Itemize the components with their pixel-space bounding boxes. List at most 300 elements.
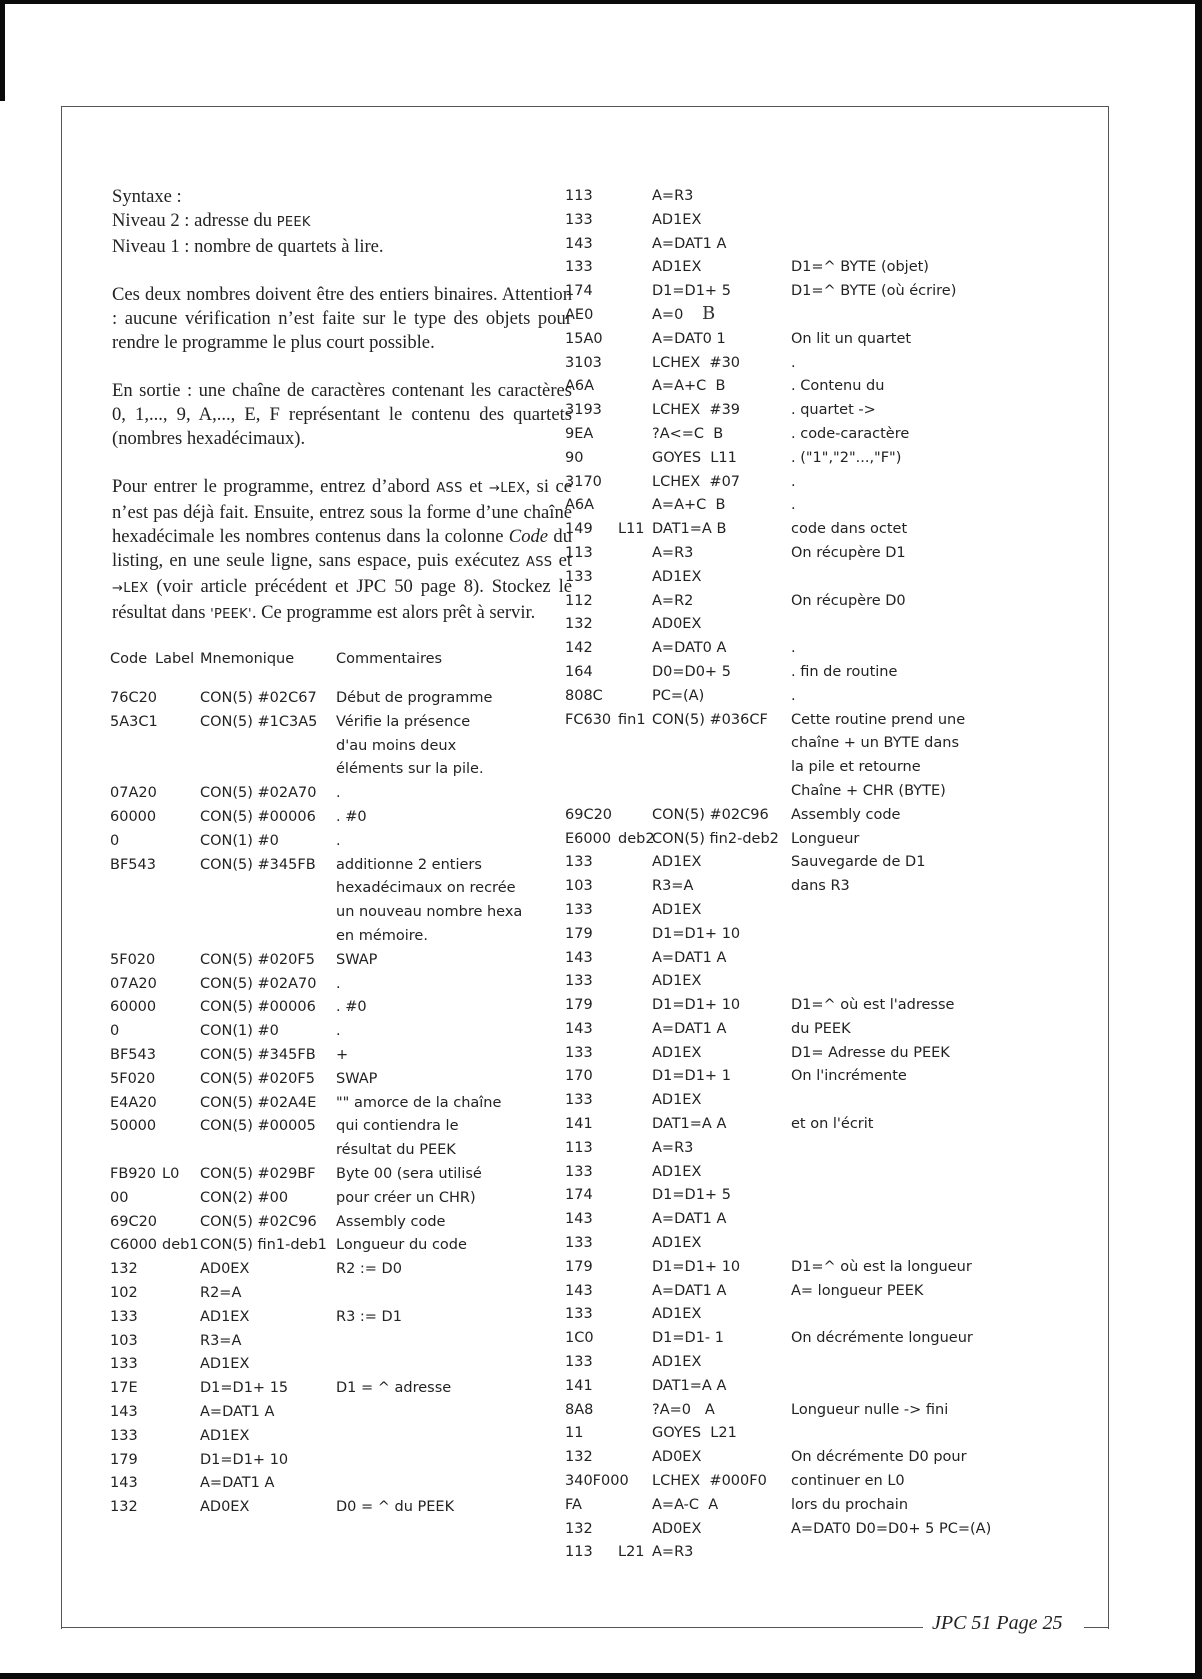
cmd-lex: →LEX: [112, 581, 149, 596]
cell-mnemonic: A=DAT1 A: [652, 1020, 727, 1037]
cell-code: 133: [565, 211, 593, 228]
cell-comment: D1=^ où est la longueur: [791, 1258, 972, 1275]
cell-code: 143: [565, 1211, 593, 1228]
cell-comment: D1=^ où est l'adresse: [791, 997, 955, 1014]
listing-row: [110, 1403, 567, 1428]
listing-row: [565, 1401, 1065, 1426]
instr-text: et: [462, 476, 490, 497]
listing-row: [110, 856, 567, 881]
cell-code: AE0: [565, 306, 594, 323]
cell-code: 8A8: [565, 1401, 594, 1418]
listing-row: [117, 880, 567, 904]
listing-row: [565, 1020, 1065, 1045]
cell-comment: Début de programme: [336, 690, 493, 706]
listing-row: [110, 1499, 567, 1523]
cmd-ass: ASS: [436, 481, 463, 496]
cell-mnemonic: A=DAT1 A: [652, 1282, 727, 1299]
listing-row: [565, 878, 1065, 902]
cell-code: 143: [565, 1282, 593, 1299]
cell-mnemonic: AD1EX: [652, 568, 702, 585]
cell-mnemonic: CON(5) fin2-deb2: [652, 830, 779, 847]
cell-mnemonic: D1=D1+ 5: [652, 283, 731, 300]
cell-comment: "" amorce de la chaîne: [336, 1094, 502, 1111]
listing-row: [565, 1377, 1065, 1402]
cell-mnemonic: DAT1=A A: [652, 1116, 727, 1133]
listing-row: [117, 761, 567, 785]
cell-code: 103: [565, 878, 593, 895]
handwritten-mark: B: [702, 302, 716, 324]
listing-row: [110, 690, 567, 714]
cell-comment: en mémoire.: [336, 927, 428, 944]
peek-name: 'PEEK': [210, 607, 252, 622]
listing-row: [110, 832, 567, 857]
cell-comment: résultat du PEEK: [336, 1142, 456, 1159]
cell-mnemonic: D1=D1+ 10: [652, 1258, 741, 1275]
cell-code: 174: [565, 1187, 593, 1204]
cell-code: 5A3C1: [110, 713, 158, 730]
listing-row: [565, 283, 1065, 307]
cell-mnemonic: PC=(A): [652, 687, 705, 704]
listing-row: [110, 1023, 567, 1047]
listing-row: [565, 1139, 1065, 1164]
cell-code: 143: [565, 235, 593, 252]
cell-code: 3193: [565, 402, 602, 419]
cell-code: A6A: [565, 497, 595, 514]
cell-mnemonic: A=DAT0 1: [652, 330, 726, 347]
cell-mnemonic: CON(5) #345FB: [200, 856, 316, 873]
cell-mnemonic: LCHEX #07: [652, 473, 741, 490]
listing-row: [110, 808, 567, 833]
cell-code: 133: [110, 1356, 138, 1373]
cell-comment: .: [791, 687, 796, 704]
cell-code: C6000: [110, 1237, 158, 1254]
cell-mnemonic: LCHEX #39: [652, 402, 741, 419]
cell-mnemonic: AD1EX: [200, 1308, 250, 1325]
listing-row: [565, 1520, 1065, 1545]
listing-row: [565, 1449, 1065, 1473]
cell-comment: . #0: [336, 999, 367, 1016]
scan-edge-left: [0, 0, 5, 101]
cell-code: 69C20: [110, 1213, 158, 1230]
cell-comment: .: [336, 832, 341, 849]
listing-row: [565, 1354, 1065, 1378]
cell-mnemonic: CON(1) #0: [200, 1023, 279, 1040]
cell-mnemonic: CON(5) #02C96: [200, 1213, 317, 1230]
cell-code: 133: [565, 1163, 593, 1180]
cell-code: 179: [565, 997, 593, 1014]
instr-text: (voir article précédent et JPC 50 page 8). Stockez le résultat dans: [112, 576, 572, 623]
cell-comment: .: [791, 497, 796, 514]
page-frame-bottom-rule-end: [1084, 1627, 1108, 1628]
listing-row: [565, 1473, 1065, 1497]
listing-row: [605, 759, 1065, 783]
listing-row: [565, 497, 1065, 521]
cell-mnemonic: R3=A: [200, 1332, 242, 1349]
header-label: Label: [155, 651, 195, 667]
listing-row: [565, 1544, 1065, 1568]
cell-mnemonic: A=A+C B: [652, 378, 726, 395]
listing-right: [565, 188, 1065, 1568]
listing-row: [565, 1425, 1065, 1449]
listing-row: [565, 1068, 1065, 1092]
listing-row: [565, 473, 1065, 498]
cell-mnemonic: AD1EX: [652, 901, 702, 918]
cell-code: BF543: [110, 1046, 156, 1063]
cell-mnemonic: GOYES L11: [652, 449, 737, 466]
cell-code: 141: [565, 1116, 593, 1133]
listing-row: [110, 1237, 567, 1261]
cell-mnemonic: CON(5) #02A70: [200, 975, 317, 992]
cell-comment: Sauvegarde de D1: [791, 854, 926, 871]
cmd-ass: ASS: [526, 555, 553, 570]
cell-comment: Longueur: [791, 830, 860, 847]
cell-code: 0: [110, 832, 120, 849]
listing-row: [110, 1332, 567, 1357]
cell-code: 143: [565, 1020, 593, 1037]
listing-row: [565, 1496, 1065, 1521]
cell-comment: On l'incrémente: [791, 1068, 907, 1085]
cell-mnemonic: AD1EX: [200, 1427, 250, 1444]
cell-comment: On décrémente D0 pour: [791, 1449, 967, 1466]
instr-text: Pour entrer le programme, entrez d’abord: [112, 476, 437, 497]
cell-code: 15A0: [565, 330, 603, 347]
listing-row: [565, 211, 1065, 236]
cell-code: 60000: [110, 999, 157, 1016]
listing-row: [565, 425, 1065, 450]
cell-mnemonic: AD1EX: [200, 1356, 250, 1373]
cell-mnemonic: AD1EX: [652, 1354, 702, 1371]
cell-comment: A= longueur PEEK: [791, 1282, 924, 1299]
cell-comment: D0 = ^ du PEEK: [336, 1499, 455, 1516]
cell-mnemonic: R3=A: [652, 878, 694, 895]
listing-row: [565, 592, 1065, 617]
cell-comment: .: [791, 473, 796, 490]
listing-row: [110, 1308, 567, 1333]
cell-code: A6A: [565, 378, 595, 395]
listing-row: [110, 1213, 567, 1238]
listing-row: [110, 1118, 567, 1142]
cell-code: 11: [565, 1425, 584, 1442]
cell-mnemonic: A=DAT1 A: [652, 235, 727, 252]
cell-mnemonic: LCHEX #000F0: [652, 1473, 767, 1490]
cell-mnemonic: CON(5) #02A70: [200, 785, 317, 802]
listing-row: [565, 806, 1065, 831]
cell-code: 133: [565, 973, 593, 990]
cell-code: 76C20: [110, 690, 158, 706]
cell-mnemonic: AD1EX: [652, 211, 702, 228]
listing-row: [565, 1187, 1065, 1211]
cell-mnemonic: A=A+C B: [652, 497, 726, 514]
instr-text: , si ce n’est pas déjà fait. Ensuite, entrez sous la forme d’une chaîne hexadécimale les nombres contenus dans la colonne: [112, 476, 573, 547]
cell-code: 143: [565, 949, 593, 966]
listing-left: [110, 690, 567, 1523]
listing-row: [110, 1427, 567, 1452]
cell-code: 133: [565, 1354, 593, 1371]
cell-mnemonic: AD0EX: [652, 1520, 702, 1537]
listing-row: [117, 928, 567, 952]
cell-code: 5F020: [110, 951, 156, 968]
syntax-block: [112, 185, 572, 259]
cell-mnemonic: AD1EX: [652, 1092, 702, 1109]
listing-row: [110, 1380, 567, 1404]
listing-row: [110, 1046, 567, 1071]
listing-row: [110, 1189, 567, 1214]
listing-row: [117, 904, 567, 928]
cell-code: 164: [565, 663, 593, 680]
cell-comment: R3 := D1: [336, 1308, 402, 1325]
paragraph-instructions: [112, 475, 572, 627]
listing-row: [565, 402, 1065, 426]
cell-comment: .: [336, 785, 341, 802]
listing-row: [565, 188, 1065, 212]
cell-code: 133: [565, 1235, 593, 1252]
listing-row: [565, 1306, 1065, 1330]
cell-mnemonic: AD1EX: [652, 259, 702, 276]
cell-label: deb2: [618, 830, 655, 847]
cell-mnemonic: A=0: [652, 306, 684, 323]
cell-code: 142: [565, 640, 593, 657]
cell-mnemonic: AD1EX: [652, 1306, 702, 1323]
listing-row: [110, 975, 567, 1000]
cmd-lex: →LEX: [489, 481, 526, 496]
cell-code: FB920: [110, 1165, 156, 1182]
cell-code: 141: [565, 1377, 593, 1394]
cell-comment: Assembly code: [791, 806, 901, 823]
cell-comment: et on l'écrit: [791, 1116, 874, 1133]
listing-row: [565, 302, 1065, 331]
syntax-title: Syntaxe :: [112, 186, 182, 207]
cell-mnemonic: LCHEX #30: [652, 354, 741, 371]
listing-row: [565, 925, 1065, 950]
listing-row: [117, 1142, 567, 1166]
cell-code: 132: [565, 616, 593, 633]
listing-row: [565, 1282, 1065, 1307]
cell-code: 179: [565, 925, 593, 942]
cell-code: 340F000: [565, 1473, 629, 1490]
listing-row: [110, 1070, 567, 1095]
cell-code: 1C0: [565, 1330, 594, 1347]
listing-row: [110, 1451, 567, 1476]
cell-label: L0: [162, 1165, 180, 1182]
listing-row: [565, 1116, 1065, 1140]
cell-comment: . quartet ->: [791, 402, 876, 419]
cell-mnemonic: CON(5) #036CF: [652, 711, 768, 728]
cell-comment: D1=^ BYTE (où écrire): [791, 283, 957, 300]
cell-code: 17E: [110, 1380, 138, 1397]
cell-code: 133: [110, 1427, 138, 1444]
cell-code: 0: [110, 1023, 120, 1040]
listing-row: [565, 616, 1065, 640]
cell-mnemonic: A=R3: [652, 1544, 694, 1561]
listing-row: [565, 687, 1065, 712]
cell-code: 149: [565, 521, 593, 538]
listing-row: [565, 1163, 1065, 1188]
cell-mnemonic: CON(5) #02A4E: [200, 1094, 317, 1111]
cell-code: 3170: [565, 473, 602, 490]
cell-label: fin1: [618, 711, 646, 728]
cell-mnemonic: A=DAT1 A: [200, 1475, 275, 1492]
cell-comment: code dans octet: [791, 521, 908, 538]
cell-code: 133: [565, 1044, 593, 1061]
cell-comment: D1=^ BYTE (objet): [791, 259, 929, 276]
listing-row: [110, 785, 567, 809]
cell-comment: Assembly code: [336, 1213, 446, 1230]
cell-code: 113: [565, 188, 593, 204]
cell-comment: . Contenu du: [791, 378, 885, 395]
listing-row: [565, 354, 1065, 379]
listing-row: [110, 1475, 567, 1499]
cell-mnemonic: A=R3: [652, 544, 694, 561]
listing-row: [565, 640, 1065, 664]
cell-comment: continuer en L0: [791, 1473, 905, 1490]
listing-row: [117, 738, 567, 762]
cell-mnemonic: D1=D1- 1: [652, 1330, 724, 1347]
cell-code: 174: [565, 283, 593, 300]
cell-mnemonic: GOYES L21: [652, 1425, 737, 1442]
cell-comment: On lit un quartet: [791, 330, 912, 347]
cell-code: 179: [110, 1451, 138, 1468]
listing-row: [605, 735, 1065, 759]
cell-code: 69C20: [565, 806, 613, 823]
instr-text: et: [552, 550, 572, 571]
cell-mnemonic: ?A=0 A: [652, 1401, 715, 1418]
cell-code: 133: [110, 1308, 138, 1325]
listing-row: [110, 1094, 567, 1119]
cell-comment: R2 := D0: [336, 1261, 402, 1278]
cell-code: 132: [565, 1449, 593, 1466]
cell-code: FA: [565, 1496, 582, 1513]
cell-mnemonic: D1=D1+ 1: [652, 1068, 731, 1085]
cell-mnemonic: A=DAT1 A: [652, 949, 727, 966]
listing-row: [110, 1165, 567, 1190]
code-column-ref: Code: [508, 526, 549, 547]
scan-edge-bottom: [0, 1673, 1202, 1679]
cell-comment: . fin de routine: [791, 663, 898, 680]
cell-mnemonic: D1=D1+ 15: [200, 1380, 289, 1397]
cell-mnemonic: DAT1=A A: [652, 1377, 727, 1394]
listing-row: [110, 713, 567, 738]
cell-mnemonic: A=A-C A: [652, 1496, 719, 1513]
listing-row: [565, 663, 1065, 688]
cell-mnemonic: DAT1=A B: [652, 521, 727, 538]
cell-code: 132: [565, 1520, 593, 1537]
cell-mnemonic: AD0EX: [200, 1499, 250, 1516]
cell-mnemonic: CON(2) #00: [200, 1189, 289, 1206]
cell-comment: additionne 2 entiers: [336, 856, 482, 873]
cell-mnemonic: A=R2: [652, 592, 694, 609]
cell-mnemonic: D1=D1+ 10: [652, 925, 741, 942]
cell-label: L11: [618, 521, 645, 538]
cell-mnemonic: A=R3: [652, 188, 694, 204]
cell-comment: Longueur du code: [336, 1237, 467, 1254]
cell-mnemonic: AD1EX: [652, 854, 702, 871]
cell-mnemonic: CON(5) #02C67: [200, 690, 317, 706]
cell-code: 07A20: [110, 975, 157, 992]
cell-comment: .: [336, 1023, 341, 1040]
listing-row: [110, 951, 567, 976]
cell-mnemonic: D0=D0+ 5: [652, 663, 731, 680]
cell-comment: .: [791, 354, 796, 371]
cell-code: 3103: [565, 354, 602, 371]
listing-row: [565, 1258, 1065, 1283]
cell-comment: On décrémente longueur: [791, 1330, 973, 1347]
cell-code: 143: [110, 1403, 138, 1420]
cell-code: 133: [565, 1306, 593, 1323]
cell-code: 808C: [565, 687, 603, 704]
listing-row: [110, 1284, 567, 1309]
cell-mnemonic: CON(5) #029BF: [200, 1165, 316, 1182]
cell-code: 133: [565, 259, 593, 276]
cell-comment: Byte 00 (sera utilisé: [336, 1165, 482, 1182]
cell-code: 50000: [110, 1118, 157, 1135]
cell-comment: dans R3: [791, 878, 850, 895]
listing-row: [565, 997, 1065, 1021]
cell-mnemonic: A=DAT1 A: [200, 1403, 275, 1420]
cell-comment: D1 = ^ adresse: [336, 1380, 452, 1397]
cell-comment: A=DAT0 D0=D0+ 5 PC=(A): [791, 1520, 992, 1537]
cell-mnemonic: AD1EX: [652, 1044, 702, 1061]
cell-mnemonic: AD0EX: [200, 1261, 250, 1278]
cell-comment: D1= Adresse du PEEK: [791, 1044, 950, 1061]
listing-row: [565, 1211, 1065, 1235]
article-prose: [112, 185, 572, 651]
cell-code: 170: [565, 1068, 593, 1085]
listing-row: [565, 235, 1065, 260]
cell-mnemonic: A=R3: [652, 1139, 694, 1156]
cell-comment: SWAP: [336, 1070, 378, 1087]
cell-comment: Chaîne + CHR (BYTE): [791, 782, 946, 799]
listing-row: [565, 378, 1065, 402]
listing-row: [565, 1044, 1065, 1069]
cell-mnemonic: R2=A: [200, 1284, 242, 1301]
page-frame-bottom-rule: [61, 1627, 923, 1628]
cell-comment: On récupère D0: [791, 592, 906, 609]
listing-row: [565, 449, 1065, 474]
syntax-level1: Niveau 1 : nombre de quartets à lire.: [112, 236, 384, 257]
listing-row: [565, 259, 1065, 283]
cell-comment: Longueur nulle -> fini: [791, 1401, 949, 1418]
cell-comment: chaîne + un BYTE dans: [791, 735, 960, 752]
cell-comment: On récupère D1: [791, 544, 906, 561]
cell-comment: . #0: [336, 808, 367, 825]
cell-code: E4A20: [110, 1094, 157, 1111]
cell-mnemonic: AD1EX: [652, 1163, 702, 1180]
cell-code: 179: [565, 1258, 593, 1275]
cell-code: 103: [110, 1332, 138, 1349]
cell-label: L21: [618, 1544, 645, 1561]
cell-comment: pour créer un CHR): [336, 1189, 476, 1206]
cell-mnemonic: AD0EX: [652, 616, 702, 633]
cell-mnemonic: CON(5) #1C3A5: [200, 713, 318, 730]
cell-mnemonic: D1=D1+ 10: [200, 1451, 289, 1468]
header-mnemonic: Mnemonique: [200, 651, 295, 667]
cell-code: 00: [110, 1189, 129, 1206]
cell-comment: Vérifie la présence: [336, 713, 471, 730]
cell-code: 132: [110, 1499, 138, 1516]
listing-row: [565, 830, 1065, 855]
cell-code: 90: [565, 449, 584, 466]
cell-mnemonic: A=DAT1 A: [652, 1211, 727, 1228]
paragraph-output: En sortie : une chaîne de caractères contenant les caractères 0, 1,..., 9, A,..., E, F représentant le contenu des quartets (nombres hexadécimaux).: [112, 380, 572, 449]
paragraph-binary-integers: Ces deux nombres doivent être des entiers binaires. Attention : aucune vérification n’est faite sur le type des objets pour rendre le programme le plus court possible.: [112, 284, 572, 353]
cell-comment: SWAP: [336, 951, 378, 968]
cell-mnemonic: CON(5) #020F5: [200, 951, 315, 968]
syntax-level2-peek: PEEK: [276, 215, 311, 230]
cell-mnemonic: AD0EX: [652, 1449, 702, 1466]
cell-mnemonic: CON(5) #020F5: [200, 1070, 315, 1087]
instr-text: du listing, en une seule ligne, sans espace, puis exécutez: [112, 526, 572, 571]
cell-mnemonic: CON(5) #00006: [200, 999, 316, 1016]
